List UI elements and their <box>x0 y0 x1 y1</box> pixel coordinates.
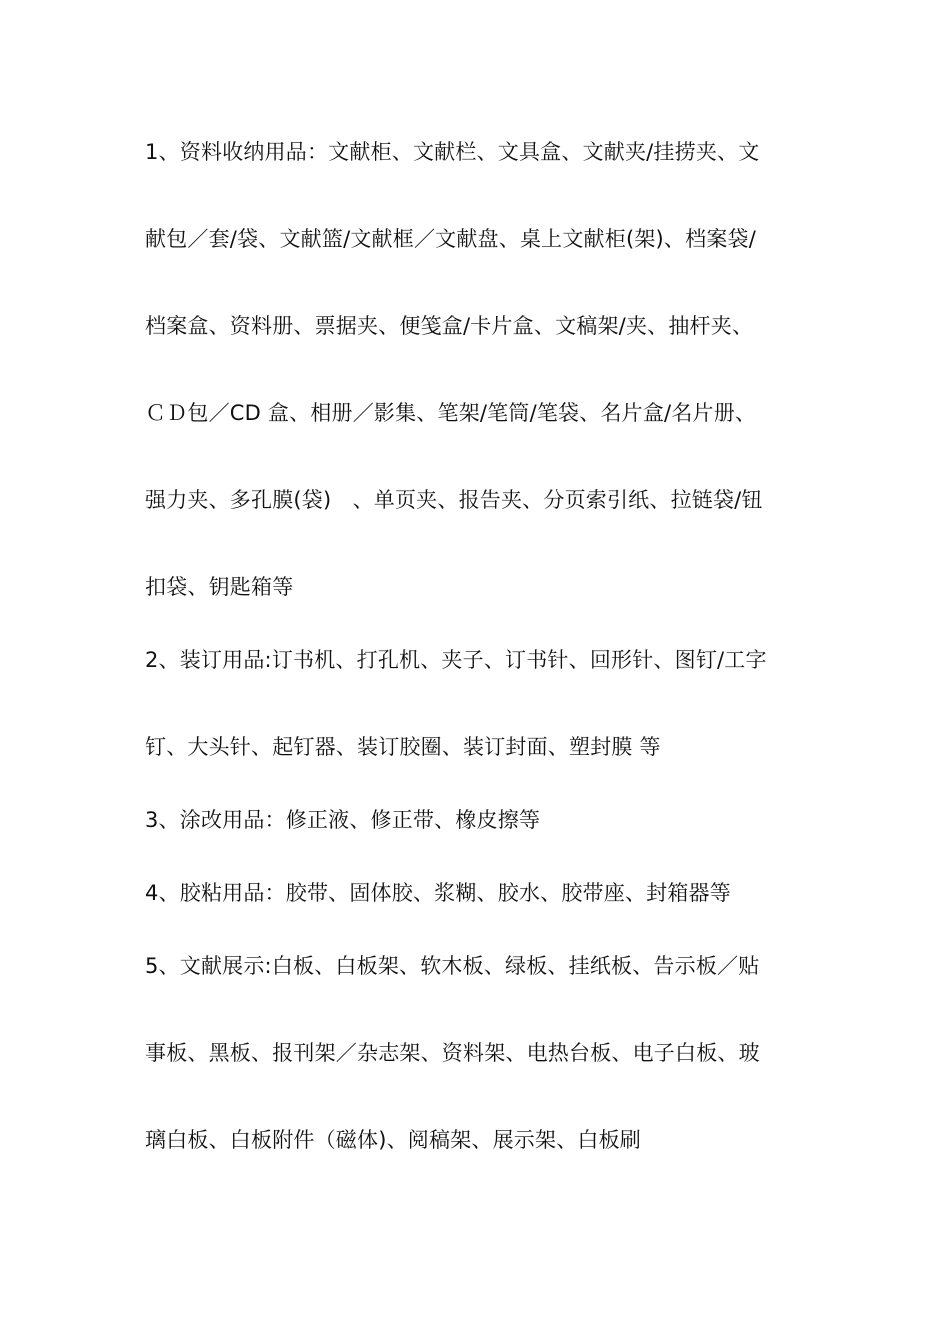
text-line-5: 强力夹、多孔膜(袋) 、单页夹、报告夹、分页索引纸、拉链袋/钮 <box>145 488 763 512</box>
text-line-4: ＣＤ包／CD 盒、相册／影集、笔架/笔筒/笔袋、名片盒/名片册、 <box>145 401 757 425</box>
text-line-3: 档案盒、资料册、票据夹、便笺盒/卡片盒、文稿架/夹、抽杆夹、 <box>145 314 754 338</box>
text-line-2: 献包／套/袋、文献篮/文献框／文献盘、桌上文献柜(架)、档案袋/ <box>145 227 757 251</box>
text-line-1: 1、资料收纳用品：文献柜、文献栏、文具盒、文献夹/挂捞夹、文 <box>145 140 760 164</box>
text-line-8: 钉、大头针、起钉器、装订胶圈、装订封面、塑封膜 等 <box>145 735 661 759</box>
text-line-10: 4、胶粘用品：胶带、固体胶、浆糊、胶水、胶带座、封箱器等 <box>145 881 731 905</box>
text-line-6: 扣袋、钥匙箱等 <box>145 575 294 599</box>
text-line-13: 璃白板、白板附件（磁体)、阅稿架、展示架、白板刷 <box>145 1128 641 1152</box>
text-line-11: 5、文献展示:白板、白板架、软木板、绿板、挂纸板、告示板／贴 <box>145 954 760 978</box>
text-line-9: 3、涂改用品：修正液、修正带、橡皮擦等 <box>145 808 541 832</box>
text-line-12: 事板、黑板、报刊架／杂志架、资料架、电热台板、电子白板、玻 <box>145 1041 760 1065</box>
text-line-7: 2、装订用品:订书机、打孔机、夹子、订书针、回形针、图钉/工字 <box>145 648 767 672</box>
